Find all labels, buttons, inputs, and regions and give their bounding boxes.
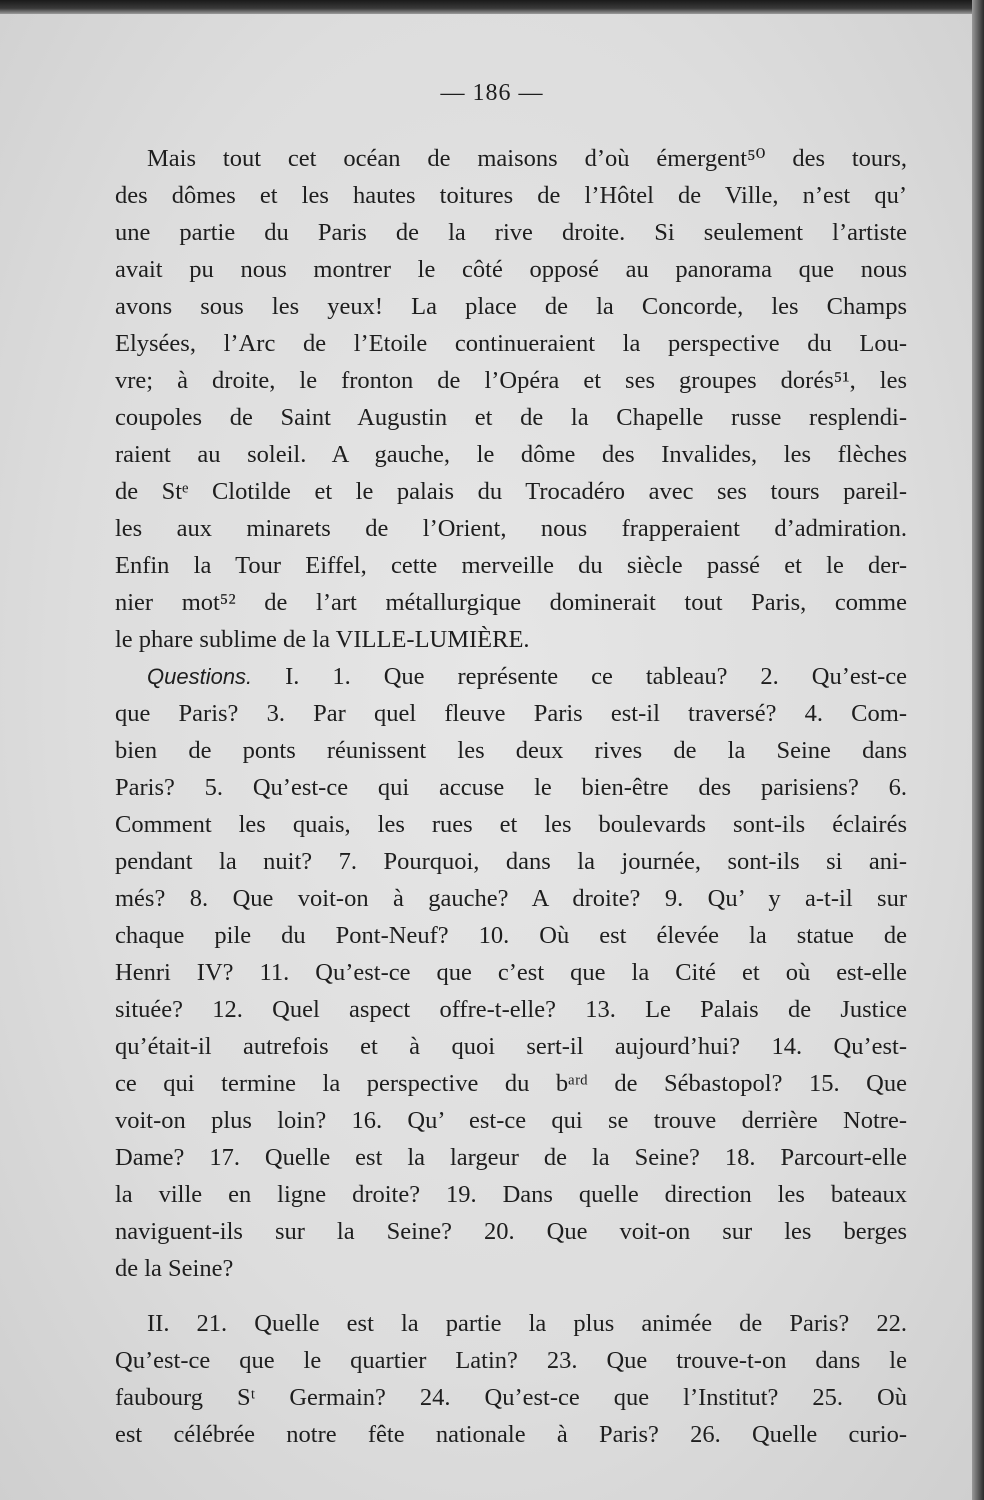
text-block xyxy=(115,140,907,1453)
text-line: II. 21. Quelle est la partie la plus animée de Paris? 22. xyxy=(147,1310,907,1337)
text-line: vre; à droite, le fronton de l’Opéra et ses groupes dorés⁵¹, les xyxy=(115,367,907,394)
text-line: Comment les quais, les rues et les boulevards sont-ils éclairés xyxy=(115,811,907,838)
text-line: Henri IV? 11. Qu’est-ce que c’est que la Cité et où est-elle xyxy=(115,959,907,986)
text-line: nier mot⁵² de l’art métallurgique dominerait tout Paris, comme xyxy=(115,589,907,616)
questions-first-line xyxy=(115,658,907,695)
questions-first-line-text: I. 1. Que représente ce tableau? 2. Qu’est-ce xyxy=(285,663,907,690)
text-line: des dômes et les hautes toitures de l’Hôtel de Ville, n’est qu’ xyxy=(115,182,907,209)
text-line: de Stᵉ Clotilde et le palais du Trocadéro avec ses tours pareil- xyxy=(115,478,907,505)
questions-label: Questions. xyxy=(147,664,253,689)
section-2 xyxy=(115,1305,907,1453)
text-line: la ville en ligne droite? 19. Dans quelle direction les bateaux xyxy=(115,1181,907,1208)
scan-top-edge xyxy=(0,0,984,14)
text-line: ce qui termine la perspective du bᵃʳᵈ de Sébastopol? 15. Que xyxy=(115,1070,907,1097)
text-line: naviguent-ils sur la Seine? 20. Que voit-on sur les berges xyxy=(115,1218,907,1245)
paragraph-gap xyxy=(115,1287,907,1305)
text-line: faubourg Sᵗ Germain? 24. Qu’est-ce que l’Institut? 25. Où xyxy=(115,1384,907,1411)
text-line: pendant la nuit? 7. Pourquoi, dans la journée, sont-ils si ani- xyxy=(115,848,907,875)
text-line: coupoles de Saint Augustin et de la Chapelle russe resplendi- xyxy=(115,404,907,431)
text-line: les aux minarets de l’Orient, nous frapperaient d’admiration. xyxy=(115,515,907,542)
text-line: située? 12. Quel aspect offre-t-elle? 13. Le Palais de Justice xyxy=(115,996,907,1023)
text-line: Elysées, l’Arc de l’Etoile continueraient la perspective du Lou- xyxy=(115,330,907,357)
text-line: bien de ponts réunissent les deux rives de la Seine dans xyxy=(115,737,907,764)
text-line: avait pu nous montrer le côté opposé au panorama que nous xyxy=(115,256,907,283)
text-line: une partie du Paris de la rive droite. Si seulement l’artiste xyxy=(115,219,907,246)
text-line: més? 8. Que voit-on à gauche? A droite? 9. Qu’ y a-t-il sur xyxy=(115,885,907,912)
text-line: le phare sublime de la VILLE-LUMIÈRE. xyxy=(115,626,530,653)
text-line: de la Seine? xyxy=(115,1255,234,1282)
scan-right-edge xyxy=(972,0,984,1500)
questions-section xyxy=(115,658,907,1287)
text-line: qu’était-il autrefois et à quoi sert-il aujourd’hui? 14. Qu’est- xyxy=(115,1033,907,1060)
page-number: — 186 — xyxy=(440,80,544,106)
text-line: est célébrée notre fête nationale à Paris? 26. Quelle curio- xyxy=(115,1421,907,1448)
text-line: Mais tout cet océan de maisons d’où émergent⁵⁰ des tours, xyxy=(147,145,907,172)
paragraph-1 xyxy=(115,140,907,658)
text-line: chaque pile du Pont-Neuf? 10. Où est élevée la statue de xyxy=(115,922,907,949)
text-line: Dame? 17. Quelle est la largeur de la Seine? 18. Parcourt-elle xyxy=(115,1144,907,1171)
text-line: Paris? 5. Qu’est-ce qui accuse le bien-être des parisiens? 6. xyxy=(115,774,907,801)
text-line: raient au soleil. A gauche, le dôme des Invalides, les flèches xyxy=(115,441,907,468)
text-line: avons sous les yeux! La place de la Concorde, les Champs xyxy=(115,293,907,320)
text-line: voit-on plus loin? 16. Qu’ est-ce qui se trouve derrière Notre- xyxy=(115,1107,907,1134)
text-line: Qu’est-ce que le quartier Latin? 23. Que trouve-t-on dans le xyxy=(115,1347,907,1374)
text-line: que Paris? 3. Par quel fleuve Paris est-il traversé? 4. Com- xyxy=(115,700,907,727)
text-line: Enfin la Tour Eiffel, cette merveille du siècle passé et le der- xyxy=(115,552,907,579)
